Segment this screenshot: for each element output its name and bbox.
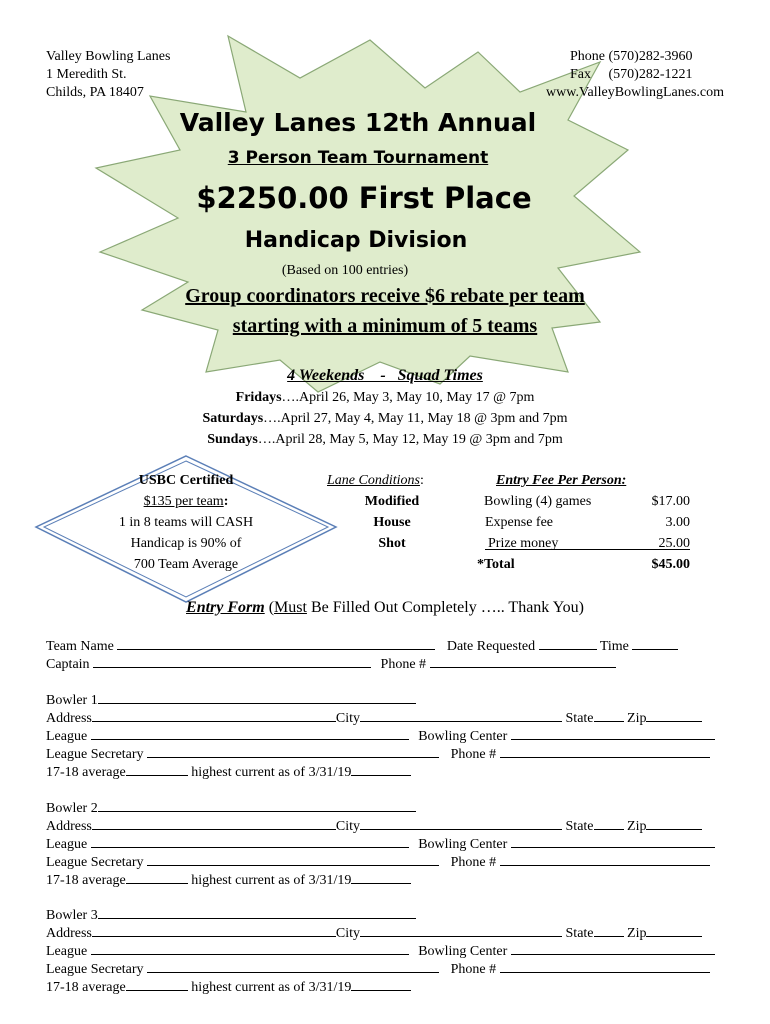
league-secretary-label: League Secretary bbox=[46, 747, 144, 762]
state-label: State bbox=[565, 926, 594, 941]
captain-label: Captain bbox=[46, 657, 90, 672]
schedule-dates: ….April 26, May 3, May 10, May 17 @ 7pm bbox=[281, 390, 535, 405]
city-label: City bbox=[335, 711, 361, 726]
city-label: City bbox=[335, 819, 361, 834]
business-name: Valley Bowling Lanes bbox=[46, 49, 171, 64]
bowling-center-label: Bowling Center bbox=[418, 837, 508, 852]
league-secretary-field[interactable] bbox=[147, 852, 439, 866]
entry-form-must: Must bbox=[274, 599, 307, 616]
fee-item-label: Bowling (4) games bbox=[484, 494, 592, 509]
highest-field[interactable] bbox=[351, 870, 411, 884]
average-label: 17-18 average bbox=[46, 765, 126, 780]
city-field[interactable] bbox=[360, 816, 562, 830]
time-label: Time bbox=[599, 639, 629, 654]
address-label: Address bbox=[46, 819, 92, 834]
bowler-name-field[interactable] bbox=[98, 798, 416, 812]
address-field[interactable] bbox=[92, 816, 336, 830]
captain-row bbox=[46, 654, 616, 673]
bowler-name-row bbox=[46, 905, 416, 924]
league-secretary-label: League Secretary bbox=[46, 855, 144, 870]
usbc-price bbox=[86, 493, 286, 510]
tournament-subtitle: 3 Person Team Tournament bbox=[227, 148, 489, 168]
usbc-title: USBC Certified bbox=[138, 473, 234, 488]
secretary-phone-label: Phone # bbox=[450, 962, 497, 977]
schedule-heading: 4 Weekends - Squad Times bbox=[287, 367, 483, 384]
lane-condition-3: Shot bbox=[378, 536, 406, 551]
bowler-address-row bbox=[46, 816, 702, 835]
average-label: 17-18 average bbox=[46, 980, 126, 995]
fee-total-label: *Total bbox=[477, 557, 515, 572]
secretary-phone-field[interactable] bbox=[500, 744, 710, 758]
zip-label: Zip bbox=[627, 819, 647, 834]
average-field[interactable] bbox=[126, 870, 188, 884]
state-field[interactable] bbox=[594, 708, 624, 722]
bowler-average-row bbox=[46, 762, 411, 781]
captain-phone-label: Phone # bbox=[380, 657, 427, 672]
date-requested-field[interactable] bbox=[539, 636, 597, 650]
usbc-price-text: $135 per team bbox=[143, 494, 224, 509]
captain-phone-field[interactable] bbox=[430, 654, 616, 668]
schedule-day: Fridays bbox=[235, 390, 282, 405]
average-field[interactable] bbox=[126, 977, 188, 991]
bowling-center-field[interactable] bbox=[511, 726, 715, 740]
usbc-cash-line: 1 in 8 teams will CASH bbox=[118, 515, 254, 530]
bowler-name-row bbox=[46, 798, 416, 817]
bowler-address-row bbox=[46, 923, 702, 942]
highest-label: highest current as of 3/31/19 bbox=[191, 765, 352, 780]
fee-item-amount: 25.00 bbox=[658, 536, 690, 551]
state-field[interactable] bbox=[594, 816, 624, 830]
bowler-league-row bbox=[46, 941, 715, 960]
entries-basis: (Based on 100 entries) bbox=[281, 263, 409, 278]
state-label: State bbox=[565, 711, 594, 726]
zip-field[interactable] bbox=[646, 816, 702, 830]
bowler-league-row bbox=[46, 726, 715, 745]
city-label: City bbox=[335, 926, 361, 941]
bowler-label: Bowler 1 bbox=[46, 693, 98, 708]
bowler-name-field[interactable] bbox=[98, 690, 416, 704]
entry-form-heading bbox=[0, 598, 770, 618]
bowler-secretary-row bbox=[46, 852, 710, 871]
usbc-handicap-line: Handicap is 90% of bbox=[130, 536, 242, 551]
lane-condition-2: House bbox=[373, 515, 411, 530]
entry-form-paren: ( bbox=[264, 599, 275, 616]
entry-form-instructions: Be Filled Out Completely ….. Thank You) bbox=[306, 599, 584, 616]
lane-condition-1: Modified bbox=[364, 494, 420, 509]
rebate-line-1: Group coordinators receive $6 rebate per team bbox=[185, 285, 585, 307]
usbc-average-line: 700 Team Average bbox=[133, 557, 239, 572]
tournament-title: Valley Lanes 12th Annual bbox=[179, 108, 537, 137]
highest-field[interactable] bbox=[351, 762, 411, 776]
schedule-dates: ….April 28, May 5, May 12, May 19 @ 3pm and 7pm bbox=[257, 432, 563, 447]
fee-item-label: Expense fee bbox=[485, 515, 554, 530]
bowler-average-row bbox=[46, 977, 411, 996]
average-label: 17-18 average bbox=[46, 873, 126, 888]
city-field[interactable] bbox=[360, 923, 562, 937]
lane-conditions-text: Lane Conditions bbox=[327, 473, 420, 488]
bowling-center-field[interactable] bbox=[511, 834, 715, 848]
league-field[interactable] bbox=[91, 726, 409, 740]
bowler-label: Bowler 2 bbox=[46, 801, 98, 816]
league-secretary-label: League Secretary bbox=[46, 962, 144, 977]
bowler-average-row bbox=[46, 870, 411, 889]
schedule-day: Saturdays bbox=[202, 411, 264, 426]
league-field[interactable] bbox=[91, 941, 409, 955]
first-place-prize: $2250.00 First Place bbox=[196, 181, 532, 215]
secretary-phone-field[interactable] bbox=[500, 959, 710, 973]
zip-field[interactable] bbox=[646, 923, 702, 937]
fee-item-amount: $17.00 bbox=[651, 494, 690, 509]
address-label: Address bbox=[46, 711, 92, 726]
secretary-phone-label: Phone # bbox=[450, 747, 497, 762]
usbc-price-suffix: : bbox=[223, 494, 229, 509]
league-field[interactable] bbox=[91, 834, 409, 848]
time-field[interactable] bbox=[632, 636, 678, 650]
average-field[interactable] bbox=[126, 762, 188, 776]
fee-total-amount: $45.00 bbox=[651, 557, 690, 572]
highest-label: highest current as of 3/31/19 bbox=[191, 980, 352, 995]
league-secretary-field[interactable] bbox=[147, 744, 439, 758]
division-label: Handicap Division bbox=[244, 228, 468, 253]
lane-conditions-suffix: : bbox=[419, 473, 424, 488]
team-name-row bbox=[46, 636, 678, 655]
team-name-field[interactable] bbox=[117, 636, 435, 650]
address-field[interactable] bbox=[92, 708, 336, 722]
website-link[interactable]: www.ValleyBowlingLanes.com bbox=[546, 85, 724, 100]
bowler-league-row bbox=[46, 834, 715, 853]
bowler-address-row bbox=[46, 708, 702, 727]
schedule-day: Sundays bbox=[207, 432, 258, 447]
entry-form-title: Entry Form bbox=[186, 599, 265, 616]
bowler-name-field[interactable] bbox=[98, 905, 416, 919]
business-city: Childs, PA 18407 bbox=[46, 85, 144, 100]
bowler-secretary-row bbox=[46, 959, 710, 978]
schedule-row-saturdays bbox=[0, 410, 770, 427]
address-label: Address bbox=[46, 926, 92, 941]
schedule-dates: ….April 27, May 4, May 11, May 18 @ 3pm and 7pm bbox=[263, 411, 568, 426]
captain-field[interactable] bbox=[93, 654, 371, 668]
phone-line: Phone (570)282-3960 bbox=[570, 49, 693, 64]
city-field[interactable] bbox=[360, 708, 562, 722]
date-requested-label: Date Requested bbox=[446, 639, 536, 654]
bowler-label: Bowler 3 bbox=[46, 908, 98, 923]
secretary-phone-label: Phone # bbox=[450, 855, 497, 870]
highest-field[interactable] bbox=[351, 977, 411, 991]
lane-conditions-label bbox=[327, 472, 424, 489]
bowler-secretary-row bbox=[46, 744, 710, 763]
entry-fee-heading: Entry Fee Per Person: bbox=[496, 473, 627, 488]
zip-label: Zip bbox=[627, 926, 647, 941]
bowling-center-field[interactable] bbox=[511, 941, 715, 955]
address-field[interactable] bbox=[92, 923, 336, 937]
business-street: 1 Meredith St. bbox=[46, 67, 127, 82]
highest-label: highest current as of 3/31/19 bbox=[191, 873, 352, 888]
league-label: League bbox=[46, 729, 88, 744]
bowling-center-label: Bowling Center bbox=[418, 729, 508, 744]
bowling-center-label: Bowling Center bbox=[418, 944, 508, 959]
rebate-line-2: starting with a minimum of 5 teams bbox=[232, 315, 538, 337]
bowler-name-row bbox=[46, 690, 416, 709]
fax-line: Fax (570)282-1221 bbox=[570, 67, 693, 82]
zip-label: Zip bbox=[627, 711, 647, 726]
league-secretary-field[interactable] bbox=[147, 959, 439, 973]
zip-field[interactable] bbox=[646, 708, 702, 722]
state-label: State bbox=[565, 819, 594, 834]
league-label: League bbox=[46, 837, 88, 852]
schedule-row-fridays bbox=[0, 389, 770, 406]
fee-item-amount: 3.00 bbox=[665, 515, 690, 530]
secretary-phone-field[interactable] bbox=[500, 852, 710, 866]
schedule-row-sundays bbox=[0, 431, 770, 448]
team-name-label: Team Name bbox=[46, 639, 114, 654]
state-field[interactable] bbox=[594, 923, 624, 937]
league-label: League bbox=[46, 944, 88, 959]
fee-item-label: Prize money bbox=[488, 536, 559, 551]
